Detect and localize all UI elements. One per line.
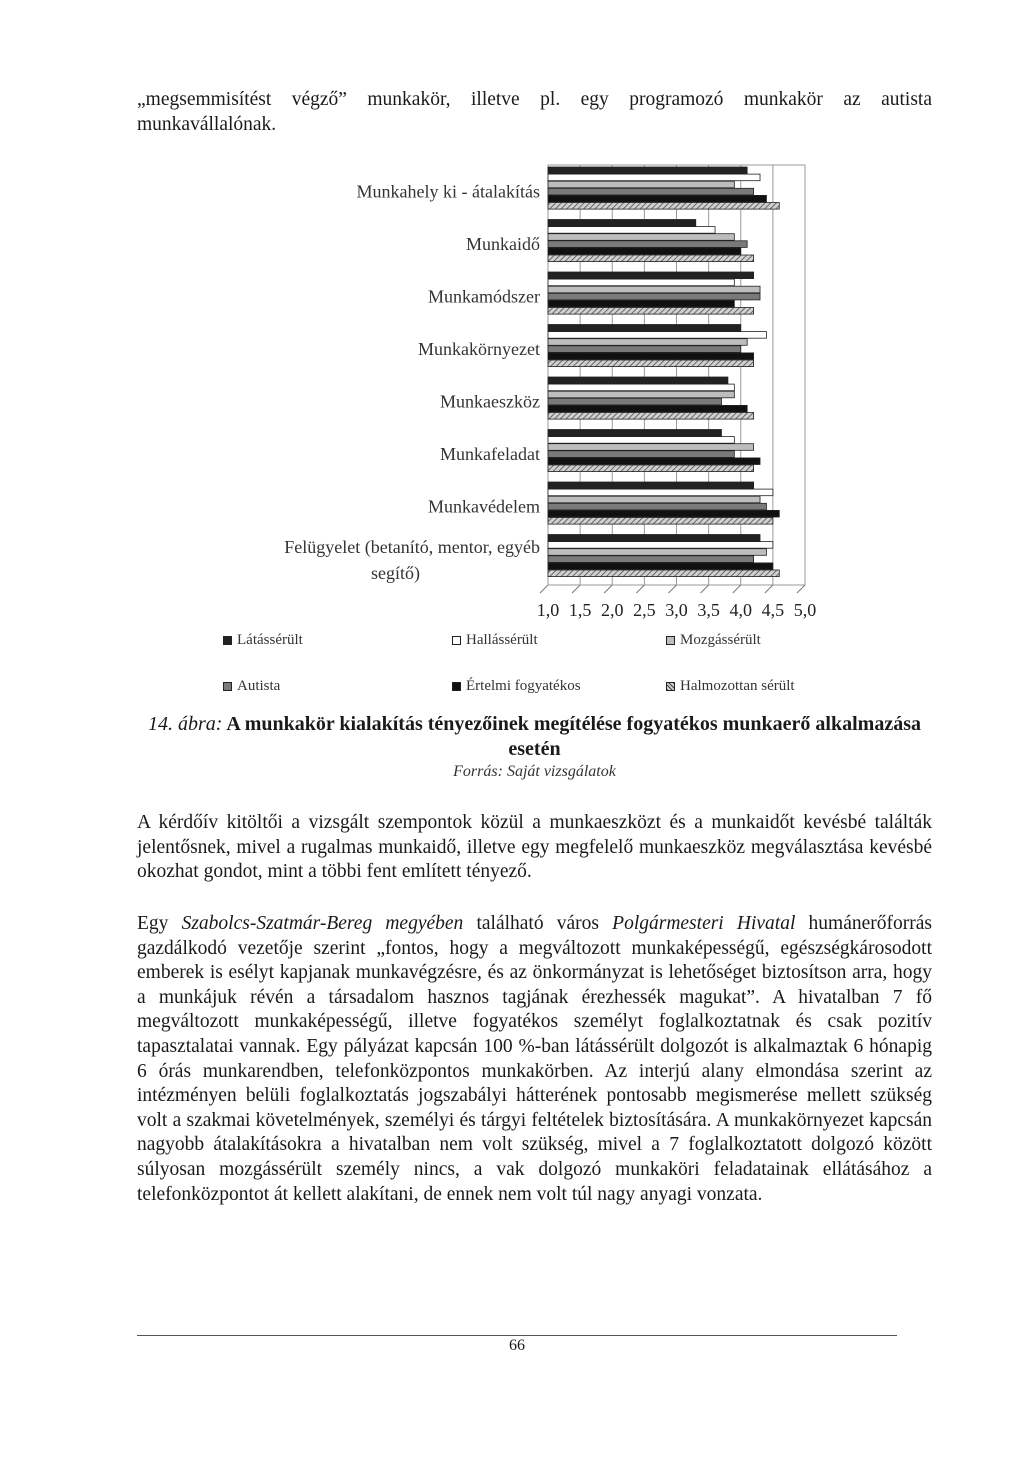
bar [548,489,773,496]
para2-office: Polgármesteri Hivatal [612,913,796,934]
bar [548,255,754,262]
bar [548,308,754,315]
intro-paragraph: „megsemmisítést végző” munkakör, illetve pl. egy programozó munkakör az autista munkavállalónak. [137,89,932,135]
x-tick [636,585,644,593]
bar [548,570,779,577]
figure-label: 14. ábra: [148,713,223,735]
bar [548,437,734,444]
x-tick [669,585,677,593]
bar [548,272,754,279]
bar [548,293,760,300]
x-tick [765,585,773,593]
legend-label: Halmozottan sérült [680,678,795,694]
x-tick [604,585,612,593]
x-tick [701,585,709,593]
legend-swatch [452,636,461,645]
body-paragraph-1: A kérdőív kitöltői a vizsgált szempontok közül a munkaeszközt és a munkaidőt kevésbé találták jelentősnek, mivel a rugalmas munkaidő, illetve egy megfelelő munkaeszköz megválasztása kevésbé okozhat gondot, mint a többi fent említett tényező. [137,812,932,883]
category-label: Munkafeladat [440,443,540,464]
legend-item-halmozottan-serult [666,678,795,695]
bar [548,174,760,181]
x-tick-label: 3,5 [697,600,720,620]
body-paragraph-2 [137,912,932,1207]
x-tick-label: 5,0 [793,600,817,620]
bar [548,279,734,286]
bar [548,391,734,398]
bar [548,384,734,391]
category-label: Munkavédelem [428,496,540,517]
x-tick [540,585,548,593]
legend-label: Hallássérült [466,632,538,648]
legend-swatch [223,682,232,691]
bar [548,377,728,384]
bar [548,405,747,412]
bar [548,360,754,367]
bar [548,339,747,346]
x-tick-label: 3,0 [665,600,688,620]
bar [548,496,760,503]
legend-item-hallassérult [452,632,538,649]
bar [548,398,721,405]
bar [548,181,734,188]
footer-rule [137,1335,897,1336]
legend-swatch [666,636,675,645]
legend-item-mozgassérult [666,632,761,649]
legend-label: Mozgássérült [680,632,761,648]
para2-county: Szabolcs-Szatmár-Bereg megyében [181,913,464,934]
category-label: Munkaidő [466,233,540,254]
legend-label: Értelmi fogyatékos [466,678,581,694]
x-tick [733,585,741,593]
x-tick [797,585,805,593]
bar [548,203,779,210]
category-label-cont: segítő) [371,562,420,583]
bar-chart [0,150,1024,630]
category-label: Munkakörnyezet [418,338,540,359]
bar [548,458,760,465]
bar [548,325,741,332]
bar [548,549,766,556]
figure-title: A munkakör kialakítás tényezőinek megítélése fogyatékos munkaerő alkalmazása esetén [226,713,921,760]
x-tick-label: 1,0 [536,600,560,620]
x-tick [572,585,580,593]
category-label: Munkahely ki - átalakítás [356,181,540,202]
bar [548,563,773,570]
bar [548,332,766,339]
bar [548,234,734,241]
bar [548,188,754,195]
legend-swatch [666,682,675,691]
bar [548,503,766,510]
legend-item-ertelmi-fogyatekos [452,678,581,695]
bar [548,444,754,451]
x-tick-label: 2,5 [633,600,656,620]
x-tick-label: 2,0 [601,600,624,620]
bar [548,482,754,489]
x-tick-label: 4,0 [729,600,752,620]
legend-item-autista [223,678,280,695]
bar [548,353,754,360]
bar [548,535,760,542]
page-number: 66 [509,1337,525,1354]
category-label: Munkaeszköz [440,391,540,412]
x-tick-label: 4,5 [761,600,785,620]
category-label: Munkamódszer [428,286,540,307]
figure-source: Forrás: Saját vizsgálatok [453,763,616,780]
figure-caption [137,712,932,762]
bar [548,300,734,307]
bar [548,518,773,525]
legend-label: Autista [237,678,281,694]
bar [548,451,734,458]
para2-text-1: Egy [137,913,182,934]
bar [548,542,773,549]
para2-text-2: található város [463,913,613,934]
bar [548,413,754,420]
x-tick-label: 1,5 [568,600,592,620]
para2-text-3: humánerőforrás gazdálkodó vezetője szerint „fontos, hogy a megváltozott munkaképességű, egészségkárosodott emberek is esélyt kapjanak munkavégzésre, és az önkormányzat is lehetőséget biztosítson arra, hogy a munkájuk révén a társadalom hasznos tagjának érezhessék magukat”. A hivatalban 7 fő megváltozott munkaképességű, illetve fogyatékos személyt foglalkoztatnak és csak pozitív tapasztalatai vannak. Egy pályázat kapcsán 100 %-ban látássérült dolgozót is alkalmaztak 6 hónapig 6 órás munkarendben, telefonközpontos munkakörben. Az interjú alany elmondása szerint az intézményen belüli foglalkoztatás jogszabályi hátterének pontosabb megismerése mellett szükség volt a szakmai követelmények, személyi és tárgyi feltételek biztosítására. A munkakörnyezet kapcsán nagyobb átalakításokra a hivatalban nem volt szükség, mivel a 7 foglalkoztatott dolgozó között súlyosan mozgássérült személy nincs, a vak dolgozó munkaköri feladatainak ellátásához a telefonközpontot át kellett alakítani, de ennek nem volt túl nagy anyagi vonzata. [137,913,932,1205]
legend-label: Látássérült [237,632,303,648]
category-label: Felügyelet (betanító, mentor, egyéb [284,536,540,557]
bar [548,346,741,353]
bar [548,248,741,255]
bar [548,195,766,202]
bar [548,510,779,517]
bar [548,430,721,437]
bar [548,556,754,563]
bar [548,465,754,472]
legend-swatch [452,682,461,691]
bar [548,167,747,174]
bar [548,286,760,293]
legend-swatch [223,636,232,645]
bar [548,220,696,227]
bar [548,227,715,234]
legend-item-latassérult [223,632,303,649]
bar [548,241,747,248]
